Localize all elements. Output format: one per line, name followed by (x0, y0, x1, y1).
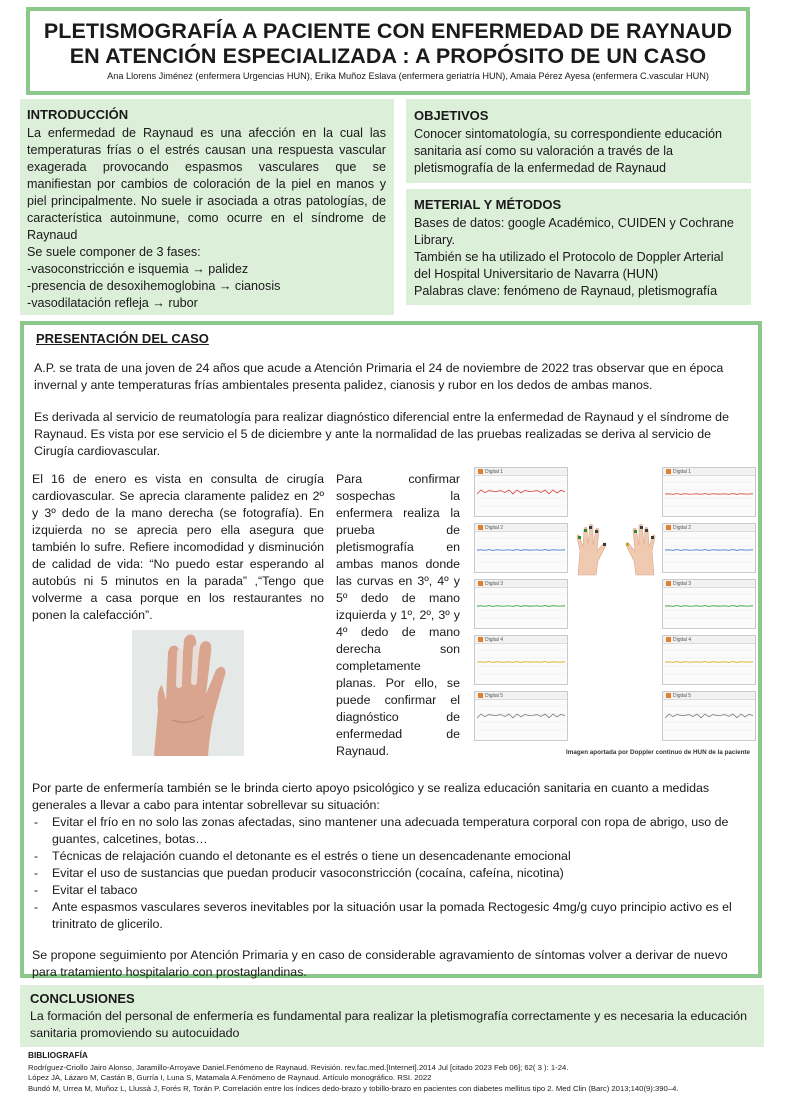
objetivos-body: Conocer sintomatología, su correspondiente educación sanitaria así como su valoración a través de la pletismografía de la enfermedad de Raynaud (414, 127, 723, 175)
trace-label: Digital 2 (673, 525, 692, 531)
trace-curve (665, 590, 753, 624)
trace-marker-icon (666, 693, 671, 698)
reference-1: Rodríguez-Criollo Jairo Alonso, Jaramillo-Arroyave Daniel.Fenómeno de Raynaud. Revisión. rev.fac.med.[Internet].2014 Jul [citado 2023 Feb 06]; 62( 3 ): 1-24. (28, 1063, 569, 1072)
objetivos-heading: OBJETIVOS (414, 108, 489, 123)
trace-marker-icon (666, 469, 671, 474)
hand-illustration (132, 630, 244, 756)
bibliografia-section (28, 1050, 768, 1094)
trace-header (475, 468, 567, 476)
title-line-2: EN ATENCIÓN ESPECIALIZADA : A PROPÓSITO DE UN CASO (69, 44, 707, 68)
metodos-heading: METERIAL Y MÉTODOS (414, 197, 562, 212)
trace-marker-icon (478, 693, 483, 698)
trace-label: Digital 3 (485, 581, 504, 587)
intro-phase-3: -vasodilatación refleja → rubor (27, 296, 198, 310)
trace-curve (477, 478, 565, 512)
trace-header (663, 524, 755, 532)
trace-curve (477, 590, 565, 624)
metodos-line-2: También se ha utilizado el Protocolo de Doppler Arterial del Hospital Universitario de Navarra (HUN) (414, 250, 724, 281)
trace-box (474, 635, 568, 685)
trace-box (474, 691, 568, 741)
metodos-panel (406, 189, 751, 305)
trace-label: Digital 5 (673, 693, 692, 699)
trace-header (663, 636, 755, 644)
trace-box (662, 579, 756, 629)
figure-caption: Imagen aportada por Doppler continuo de HUN de la paciente (566, 749, 751, 756)
trace-box (662, 467, 756, 517)
trace-header (475, 524, 567, 532)
title-line-1: PLETISMOGRAFÍA A PACIENTE CON ENFERMEDAD DE RAYNAUD (43, 19, 733, 43)
trace-box (474, 523, 568, 573)
intro-phase-2: -presencia de desoxihemoglobina → cianosis (27, 279, 281, 293)
trace-label: Digital 1 (485, 469, 504, 475)
trace-marker-icon (478, 637, 483, 642)
trace-box (474, 579, 568, 629)
followup-text: Se propone seguimiento por Atención Primaria y en caso de considerable agravamiento de síntomas volver a derivar de nuevo para tratamiento hospitalario con prostaglandinas. (32, 948, 728, 979)
trace-label: Digital 4 (673, 637, 692, 643)
trace-box (662, 635, 756, 685)
trace-marker-icon (478, 469, 483, 474)
trace-curve (665, 478, 753, 512)
caso-middle-text: Para confirmar sospechas la enfermera realiza la prueba de pletismografía en ambas manos donde las curvas en 3º, 4º y 5º dedo de mano izquierda y 1º, 2º, 3º y 4º dedo de mano derecha son completamente planas. Por ello, se puede confirmar el diagnóstico de enfermedad de Raynaud. (336, 472, 460, 758)
trace-box (474, 467, 568, 517)
trace-header (663, 692, 755, 700)
conclusiones-body: La formación del personal de enfermería es fundamental para realizar la pletismografía correctamente y es necesaria la educación sanitaria promoviendo su autocuidado (30, 1009, 747, 1040)
authors: Ana Llorens Jiménez (enfermera Urgencias HUN), Erika Muñoz Eslava (enfermera geriatría HUN), Amaia Pérez Ayesa (enfermera C.vascular HUN) (107, 71, 709, 81)
intro-heading: INTRODUCCIÓN (27, 107, 129, 122)
trace-curve (665, 534, 753, 568)
trace-label: Digital 5 (485, 693, 504, 699)
followup-section (32, 947, 748, 981)
trace-label: Digital 3 (673, 581, 692, 587)
trace-curve (665, 702, 753, 736)
measure-item: - Evitar el frío en no solo las zonas afectadas, sino mantener una adecuada temperatura corporal con ropa de abrigo, uso de guantes, calcetines, botas… (32, 814, 748, 848)
measure-item: - Evitar el tabaco (32, 882, 748, 899)
trace-curve (477, 646, 565, 680)
measures-list (32, 814, 748, 933)
caso-paragraph-2: Es derivada al servicio de reumatología para realizar diagnóstico diferencial entre la enfermedad de Raynaud y el síndrome de Raynaud. Es vista por ese servicio el 5 de diciembre y ante la normalidad de las pruebas realizadas se deriva al servicio de Cirugía cardiovascular. (34, 410, 729, 458)
trace-label: Digital 2 (485, 525, 504, 531)
trace-header (475, 636, 567, 644)
reference-3: Bundó M, Urrea M, Muñoz L, Llussà J, Forés R, Torán P. Correlación entre los índices dedo-brazo y tobillo-brazo en pacientes con diabetes mellitus tipo 2. Med Clin (Barc) 2013;140(9):390–4. (28, 1083, 679, 1093)
conclusiones-heading: CONCLUSIONES (30, 991, 135, 1006)
objetivos-panel (406, 99, 751, 183)
metodos-line-3: Palabras clave: fenómeno de Raynaud, pletismografía (414, 284, 718, 298)
trace-label: Digital 4 (485, 637, 504, 643)
intro-body: La enfermedad de Raynaud es una afección en la cual las temperaturas frías o el estrés causan una respuesta vascular exagerada provocando espasmos vasculares que se manifiestan por cambios de coloración de la piel en manos y piel principalmente. No suele ir asociada a otras patologías, de característica autoinmune, como ocurre en el síndrome de Raynaud (27, 126, 386, 242)
trace-marker-icon (666, 525, 671, 530)
caso-paragraph-1: A.P. se trata de una joven de 24 años que acude a Atención Primaria el 24 de noviembre de 2022 tras observar que en época invernal y ante temperaturas frías ambientales presenta palidez, cianosis y rubor en los dedos de ambas manos. (34, 361, 724, 392)
reference-2: López JA, Lázaro M, Castán B, Gurría I, Luna S, Matamala A.Fenómeno de Raynaud. Artículo monográfico. RSI. 2022 (28, 1073, 432, 1083)
caso-left-text: El 16 de enero es vista en consulta de cirugía cardiovascular. Se aprecia claramente palidez en 2º y 3º dedo de la mano derecha (se fotografía). En izquierda no se aprecia pero ella asegura que también lo sufre. Refiere incomodidad y disminución de calidad de vida: “No puedo estar esperando al autobús ni 5 minutos en la parada” ,“Tengo que volverme a casa porque en los restaurantes no ponen la calefacción”. (32, 472, 324, 622)
trace-header (475, 692, 567, 700)
title-box (26, 7, 750, 95)
trace-label: Digital 1 (673, 469, 692, 475)
trace-marker-icon (478, 581, 483, 586)
intro-panel (20, 99, 394, 315)
hand-photo (132, 630, 244, 756)
metodos-line-1: Bases de datos: google Académico, CUIDEN y Cochrane Library. (414, 216, 734, 247)
trace-header (663, 468, 755, 476)
trace-box (662, 691, 756, 741)
trace-curve (477, 534, 565, 568)
trace-box (662, 523, 756, 573)
trace-marker-icon (666, 581, 671, 586)
measure-item: - Evitar el uso de sustancias que puedan producir vasoconstricción (cocaína, cafeína, nicotina) (32, 865, 748, 882)
nursing-intro: Por parte de enfermería también se le brinda cierto apoyo psicológico y se realiza educación sanitaria en cuanto a medidas generales a llevar a cabo para intentar sobrellevar su situación: (32, 781, 710, 812)
trace-header (663, 580, 755, 588)
measure-item: - Ante espasmos vasculares severos inevitables por la situación usar la pomada Rectogesic 4mg/g cuyo principio activo es el trinitrato de glicerilo. (32, 899, 748, 933)
trace-curve (665, 646, 753, 680)
plethysmography-figure (474, 467, 756, 761)
conclusiones-panel (20, 985, 764, 1047)
trace-header (475, 580, 567, 588)
measure-item: - Técnicas de relajación cuando el detonante es el estrés o tiene un desencadenante emocional (32, 848, 748, 865)
caso-panel (20, 321, 762, 978)
caso-left-column (32, 471, 324, 624)
nursing-section (32, 780, 748, 933)
intro-phase-1: -vasoconstricción e isquemia → palidez (27, 262, 249, 276)
trace-marker-icon (478, 525, 483, 530)
hands-diagram (574, 517, 658, 577)
trace-marker-icon (666, 637, 671, 642)
trace-curve (477, 702, 565, 736)
intro-phases-intro: Se suele componer de 3 fases: (27, 245, 201, 259)
poster-title (30, 19, 746, 69)
bibliografia-heading: BIBLIOGRAFÍA (28, 1050, 88, 1060)
caso-middle-column (336, 471, 460, 760)
caso-heading: PRESENTACIÓN DEL CASO (36, 331, 209, 346)
